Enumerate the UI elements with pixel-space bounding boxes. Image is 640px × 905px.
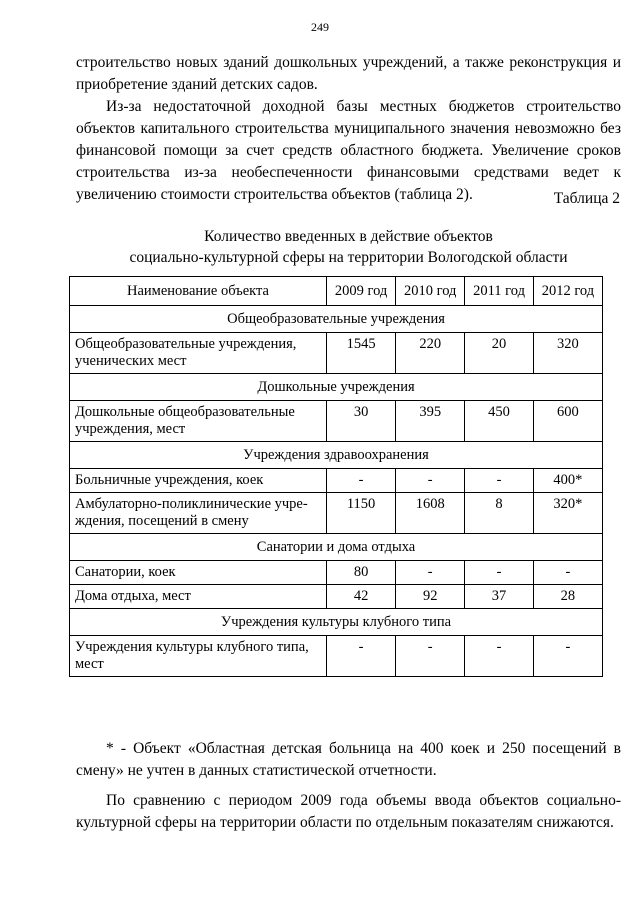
row-value-2009: - (327, 636, 396, 677)
header-object-name: Наименование объекта (70, 277, 327, 306)
row-value-2009: 30 (327, 401, 396, 442)
row-value-2009: 42 (327, 585, 396, 609)
row-value-2011: - (465, 636, 534, 677)
table-title-line-2: социально-культурной сферы на территории Вологодской области (129, 249, 568, 266)
footnote: * - Объект «Областная детская больница на 400 коек и 250 посещений в смену» не учтен в данных статистической отчетности. (76, 740, 621, 779)
section-title: Учреждения культуры клубного типа (70, 609, 603, 636)
section-title: Общеобразовательные учреждения (70, 306, 603, 333)
page-number: 249 (311, 20, 329, 34)
row-value-2012: 320 (533, 333, 602, 374)
table-row (70, 401, 603, 442)
paragraph-2: Из-за недостаточной доходной базы местных бюджетов строительство объектов капитального строительства муниципального значения невозможно без финансовой помощи за счет средств областного бюджета. Увеличение сроков строительства из-за необеспеченности финансовыми средствами ведет к увеличению стоимости строительства объектов (таблица 2). (76, 98, 621, 203)
row-value-2012: 400* (533, 469, 602, 493)
row-value-2012: 600 (533, 401, 602, 442)
closing-paragraph: По сравнению с периодом 2009 года объемы ввода объектов социально-культурной сферы на территории области по отдельным показателям снижаются. (76, 792, 621, 831)
row-value-2010: - (396, 636, 465, 677)
section-row (70, 374, 603, 401)
data-table (69, 276, 603, 677)
row-value-2012: - (533, 636, 602, 677)
section-row (70, 534, 603, 561)
row-value-2011: 450 (465, 401, 534, 442)
row-value-2009: 80 (327, 561, 396, 585)
row-name: Больничные учреждения, коек (70, 469, 327, 493)
table-title (76, 226, 621, 268)
row-name: Общеобразовательные учреждения, ученических мест (70, 333, 327, 374)
row-value-2011: 37 (465, 585, 534, 609)
table-row (70, 561, 603, 585)
row-value-2010: - (396, 561, 465, 585)
table-label: Таблица 2 (553, 190, 620, 207)
row-value-2010: 1608 (396, 493, 465, 534)
table-row (70, 585, 603, 609)
row-value-2011: 8 (465, 493, 534, 534)
row-value-2011: 20 (465, 333, 534, 374)
section-title: Учреждения здравоохранения (70, 442, 603, 469)
table-row (70, 469, 603, 493)
header-2011: 2011 год (465, 277, 534, 306)
row-value-2012: 320* (533, 493, 602, 534)
row-value-2010: - (396, 469, 465, 493)
row-name: Амбулаторно-поликлинические учре-ждения, посещений в смену (70, 493, 327, 534)
section-row (70, 442, 603, 469)
row-value-2012: 28 (533, 585, 602, 609)
row-value-2010: 92 (396, 585, 465, 609)
table-row (70, 333, 603, 374)
row-name: Дошкольные общеобразовательные учреждения, мест (70, 401, 327, 442)
table-header-row (70, 277, 603, 306)
row-value-2012: - (533, 561, 602, 585)
table-row (70, 636, 603, 677)
row-value-2009: 1545 (327, 333, 396, 374)
section-title: Дошкольные учреждения (70, 374, 603, 401)
row-name: Санатории, коек (70, 561, 327, 585)
paragraph-1: строительство новых зданий дошкольных учреждений, а также реконструкция и приобретение зданий детских садов. (76, 54, 621, 93)
row-value-2010: 395 (396, 401, 465, 442)
section-row (70, 306, 603, 333)
section-row (70, 609, 603, 636)
header-2010: 2010 год (396, 277, 465, 306)
row-value-2009: 1150 (327, 493, 396, 534)
table-row (70, 493, 603, 534)
row-value-2009: - (327, 469, 396, 493)
header-2009: 2009 год (327, 277, 396, 306)
table-title-line-1: Количество введенных в действие объектов (204, 228, 493, 245)
row-value-2010: 220 (396, 333, 465, 374)
header-2012: 2012 год (533, 277, 602, 306)
row-value-2011: - (465, 561, 534, 585)
row-name: Дома отдыха, мест (70, 585, 327, 609)
row-name: Учреждения культуры клубного типа, мест (70, 636, 327, 677)
section-title: Санатории и дома отдыха (70, 534, 603, 561)
row-value-2011: - (465, 469, 534, 493)
